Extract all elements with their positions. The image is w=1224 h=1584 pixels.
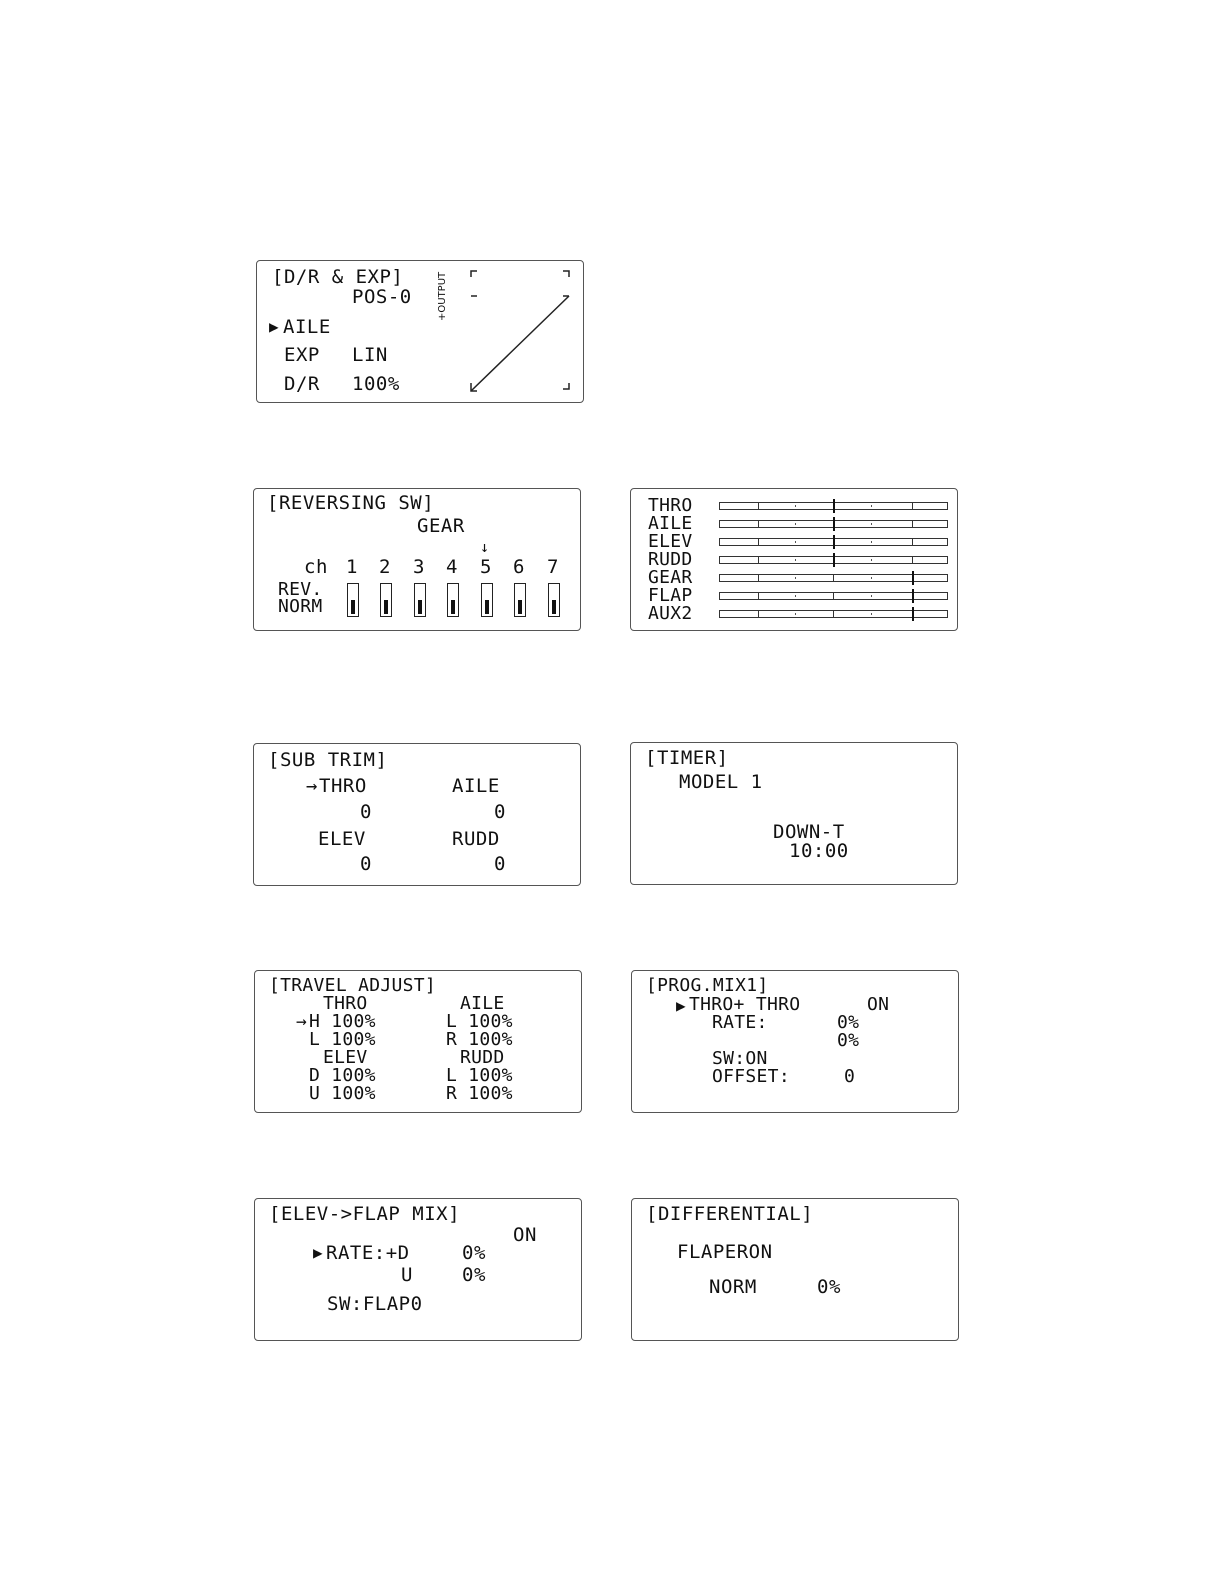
- prog-mix-title: [PROG.MIX1]: [646, 975, 769, 996]
- reverse-switch-ch4[interactable]: [447, 583, 459, 617]
- elev-value: 0: [360, 853, 372, 875]
- channel-number: 1: [346, 556, 358, 578]
- norm-value[interactable]: 0%: [817, 1276, 841, 1298]
- reverse-switch-ch1[interactable]: [347, 583, 359, 617]
- rate-value-1[interactable]: 0%: [837, 1012, 860, 1033]
- exp-label: EXP: [284, 344, 320, 366]
- model-name: MODEL 1: [679, 771, 763, 793]
- servo-bar-tick: [758, 520, 759, 528]
- dr-label: D/R: [284, 373, 320, 395]
- norm-label: NORM: [278, 596, 323, 617]
- servo-position-bar: [719, 610, 948, 618]
- servo-bar-tick: [758, 538, 759, 546]
- rate-down-value[interactable]: 0%: [462, 1242, 486, 1264]
- arrow-down-icon: ↓: [480, 538, 490, 556]
- gear-label: GEAR: [417, 515, 465, 537]
- servo-bar-tick: [912, 520, 913, 528]
- arrow-right-icon: →: [306, 775, 318, 797]
- offset-value[interactable]: 0: [844, 1066, 856, 1087]
- output-axis-label: +OUTPUT: [437, 271, 448, 321]
- arrow-right-icon: →: [296, 1011, 308, 1032]
- thro-label[interactable]: THRO: [319, 775, 367, 797]
- servo-position-marker: [833, 535, 835, 549]
- servo-channel-label: AILE: [648, 513, 693, 534]
- servo-channel-label: AUX2: [648, 603, 693, 624]
- servo-bar-dot: [871, 505, 872, 507]
- rate-down-label: RATE:+D: [326, 1242, 410, 1264]
- differential-title: [DIFFERENTIAL]: [646, 1203, 814, 1225]
- servo-bar-dot: [795, 559, 796, 561]
- servo-bar-tick: [912, 538, 913, 546]
- servo-bar-tick: [758, 610, 759, 618]
- cursor-triangle-icon: ▶: [676, 996, 686, 1015]
- servo-position-bar: [719, 556, 948, 564]
- servo-position-marker: [912, 589, 914, 603]
- servo-bar-dot: [871, 541, 872, 543]
- ch-label: ch: [304, 556, 328, 578]
- thro-high-value[interactable]: H 100%: [309, 1011, 376, 1032]
- reverse-switch-ch2[interactable]: [380, 583, 392, 617]
- reverse-switch-ch5[interactable]: [481, 583, 493, 617]
- sub-trim-screen: [253, 743, 581, 886]
- servo-bar-dot: [795, 595, 796, 597]
- aile-label: AILE: [460, 993, 505, 1014]
- servo-bar-tick: [833, 592, 834, 600]
- servo-bar-tick: [833, 610, 834, 618]
- reverse-switch-ch6[interactable]: [514, 583, 526, 617]
- channel-number: 2: [379, 556, 391, 578]
- servo-bar-tick: [758, 502, 759, 510]
- reversing-screen: [253, 488, 581, 631]
- rudd-left-value[interactable]: L 100%: [446, 1065, 513, 1086]
- servo-position-marker: [912, 607, 914, 621]
- servo-bar-tick: [912, 502, 913, 510]
- prog-mix-screen: [631, 970, 959, 1113]
- servo-monitor-screen: [630, 488, 958, 631]
- servo-bar-dot: [871, 523, 872, 525]
- servo-bar-tick: [912, 556, 913, 564]
- servo-channel-label: ELEV: [648, 531, 693, 552]
- thro-low-value[interactable]: L 100%: [309, 1029, 376, 1050]
- aile-right-value[interactable]: R 100%: [446, 1029, 513, 1050]
- dr-exp-screen: [256, 260, 584, 403]
- servo-position-bar: [719, 574, 948, 582]
- servo-bar-dot: [795, 577, 796, 579]
- timer-screen: [630, 742, 958, 885]
- servo-bar-dot: [871, 613, 872, 615]
- cursor-triangle-icon: ▶: [269, 317, 280, 336]
- servo-channel-label: THRO: [648, 495, 693, 516]
- channel-number: 7: [547, 556, 559, 578]
- dr-exp-title: [D/R & EXP]: [272, 266, 404, 288]
- servo-bar-tick: [758, 592, 759, 600]
- mix-state[interactable]: ON: [513, 1224, 537, 1246]
- servo-bar-dot: [795, 541, 796, 543]
- servo-position-marker: [833, 553, 835, 567]
- mix-state[interactable]: ON: [867, 994, 890, 1015]
- servo-channel-label: RUDD: [648, 549, 693, 570]
- elev-flap-mix-screen: [254, 1198, 582, 1341]
- reversing-title: [REVERSING SW]: [267, 492, 435, 514]
- reverse-switch-ch3[interactable]: [414, 583, 426, 617]
- elev-label: ELEV: [323, 1047, 368, 1068]
- rate-label: RATE:: [712, 1012, 768, 1033]
- mix-pair[interactable]: THRO+ THRO: [689, 994, 801, 1015]
- aile-left-value[interactable]: L 100%: [446, 1011, 513, 1032]
- channel-number: 3: [413, 556, 425, 578]
- channel-number: 6: [513, 556, 525, 578]
- switch-setting[interactable]: SW:FLAP0: [327, 1293, 423, 1315]
- dr-value[interactable]: 100%: [352, 373, 400, 395]
- rudd-value: 0: [494, 853, 506, 875]
- rate-up-value[interactable]: 0%: [462, 1264, 486, 1286]
- elev-down-value[interactable]: D 100%: [309, 1065, 376, 1086]
- servo-position-marker: [833, 499, 835, 513]
- rudd-label[interactable]: RUDD: [452, 828, 500, 850]
- servo-bar-dot: [795, 523, 796, 525]
- reverse-switch-ch7[interactable]: [548, 583, 560, 617]
- switch-setting[interactable]: SW:ON: [712, 1048, 768, 1069]
- sub-trim-title: [SUB TRIM]: [268, 749, 388, 771]
- servo-position-bar: [719, 538, 948, 546]
- servo-bar-dot: [871, 595, 872, 597]
- travel-adjust-title: [TRAVEL ADJUST]: [269, 975, 437, 996]
- elev-label[interactable]: ELEV: [318, 828, 366, 850]
- differential-mode[interactable]: FLAPERON: [677, 1241, 773, 1263]
- cursor-triangle-icon: ▶: [313, 1243, 324, 1262]
- servo-position-marker: [833, 517, 835, 531]
- servo-bar-dot: [795, 505, 796, 507]
- differential-screen: [631, 1198, 959, 1341]
- dr-exp-channel[interactable]: AILE: [283, 316, 331, 338]
- rev-label: REV.: [278, 579, 323, 600]
- channel-number: 5: [480, 556, 492, 578]
- servo-bar-dot: [871, 577, 872, 579]
- servo-position-bar: [719, 592, 948, 600]
- travel-adjust-screen: [254, 970, 582, 1113]
- servo-bar-tick: [758, 556, 759, 564]
- timer-mode[interactable]: DOWN-T: [773, 821, 845, 843]
- servo-channel-label: FLAP: [648, 585, 693, 606]
- servo-bar-tick: [833, 574, 834, 582]
- rate-up-label: U: [401, 1264, 413, 1286]
- servo-bar-dot: [795, 613, 796, 615]
- rate-value-2[interactable]: 0%: [837, 1030, 860, 1051]
- servo-position-marker: [912, 571, 914, 585]
- servo-channel-label: GEAR: [648, 567, 693, 588]
- servo-bar-tick: [758, 574, 759, 582]
- thro-value: 0: [360, 801, 372, 823]
- servo-bar-dot: [871, 559, 872, 561]
- timer-time[interactable]: 10:00: [789, 840, 849, 862]
- aile-label[interactable]: AILE: [452, 775, 500, 797]
- timer-title: [TIMER]: [645, 747, 729, 769]
- exp-value[interactable]: LIN: [352, 344, 388, 366]
- offset-label: OFFSET:: [712, 1066, 790, 1087]
- rudd-right-value[interactable]: R 100%: [446, 1083, 513, 1104]
- channel-number: 4: [446, 556, 458, 578]
- norm-label: NORM: [709, 1276, 757, 1298]
- dr-exp-position: POS-0: [352, 286, 412, 308]
- elev-flap-title: [ELEV->FLAP MIX]: [269, 1203, 461, 1225]
- dr-exp-curve-graph: [257, 261, 585, 404]
- servo-position-bar: [719, 520, 948, 528]
- thro-label: THRO: [323, 993, 368, 1014]
- elev-up-value[interactable]: U 100%: [309, 1083, 376, 1104]
- servo-position-bar: [719, 502, 948, 510]
- rudd-label: RUDD: [460, 1047, 505, 1068]
- aile-value: 0: [494, 801, 506, 823]
